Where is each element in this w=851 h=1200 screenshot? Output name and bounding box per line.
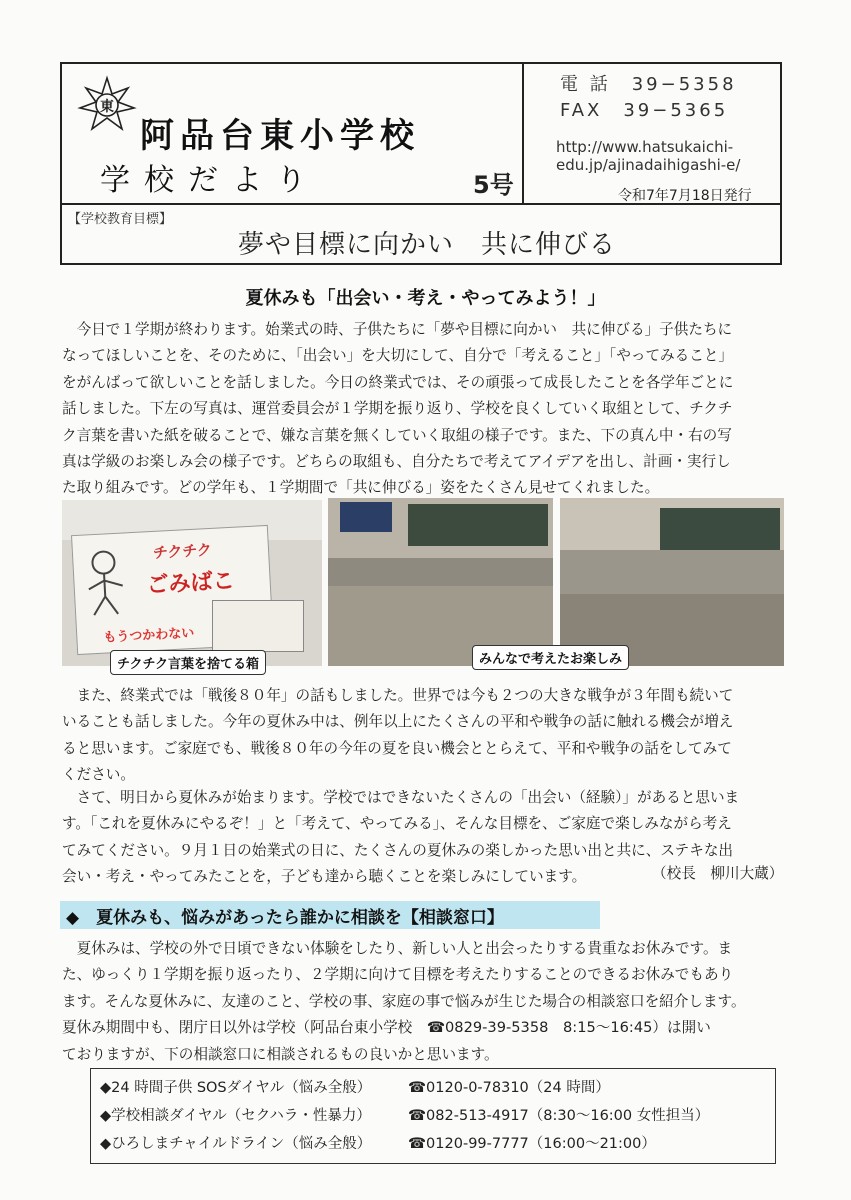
box-label-main: ごみばこ [146,568,236,599]
paragraph-4 [62,936,782,1068]
svg-text:東: 東 [100,99,114,115]
phone-number: 電 話 39−5358 [560,74,737,95]
issue-number: 5号 [473,171,514,199]
text-line: た、ゆっくり１学期を振り返ったり、２学期に向けて目標を考えたりすることのできるお休みでもあり [62,966,734,984]
text-line: をがんばって欲しいことを話しました。今日の終業式では、その頑張って成長したことを各学年ごとに [62,373,734,391]
newsletter-title: 学校だより [100,163,320,198]
box-label-bottom: もうつかわない [103,625,195,646]
text-line: 今日で１学期が終わります。始業式の時、子供たちに「夢や目標に向かい 共に伸びる」子供たちに [62,321,733,338]
hotline-phone[interactable]: ☎082-513-4917（8:30〜16:00 女性担当） [408,1108,710,1124]
hotline-phone[interactable]: ☎0120-0-78310（24 時間） [408,1080,610,1096]
url-line-2[interactable]: edu.jp/ajinadaihigashi-e/ [556,156,741,174]
classroom-monitor [340,502,392,532]
fax-number: FAX 39−5365 [560,100,729,121]
photo-caption-right: みんなで考えたお楽しみ [472,645,629,670]
photo-class-party-1 [328,498,553,666]
text-line: さて、明日から夏休みが始まります。学校ではできないたくさんの「出会い（経験）」があると思いま [62,789,740,806]
section-title: 夏休みも「出会い・考え・やってみよう！」 [245,288,606,309]
text-line: いることも話しました。今年の夏休み中は、例年以上にたくさんの平和や戦争の話に触れる機会が増え [62,713,734,731]
text-line: ると思います。ご家庭でも、戦後８０年の今年の夏を良い機会ととらえて、平和や戦争の話をしてみて [62,739,732,757]
text-line: てみてください。９月１日の始業式の日に、たくさんの夏休みの楽しかった思い出と共に、ステキな出 [62,841,734,859]
text-line: ておりますが、下の相談窓口に相談されるもの良いかと思います。 [62,1045,499,1063]
section-heading: ◆ 夏休みも、悩みがあったら誰かに相談を【相談窓口】 [66,908,504,928]
hotline-name: ◆24 時間子供 SOSダイヤル（悩み全般） [100,1080,372,1096]
blackboard [660,508,780,550]
hotline-name: ◆学校相談ダイヤル（セクハラ・性暴力） [100,1108,371,1124]
photo-caption-left: チクチク言葉を捨てる箱 [110,650,266,675]
school-name: 阿品台東小学校 [140,116,420,156]
text-line: なってほしいことを、そのために、「出会い」を大切にして、自分で「考えること」「やってみること」 [62,347,734,365]
hotline-name: ◆ひろしまチャイルドライン（悩み全般） [100,1136,372,1152]
text-line: ク言葉を書いた紙を破ることで、嫌な言葉を無くしていく取組の様子です。また、下の真ん中・右の写 [62,426,732,444]
text-line: ます。そんな夏休みに、友達のこと、学校の事、家庭の事で悩みが生じた場合の相談窓口を紹介します。 [62,992,746,1010]
text-line: 会い・考え・やってみたことを，子ども達から聴くことを楽しみにしています。 [62,868,587,886]
text-line: 話しました。下左の写真は、運営委員会が１学期を振り返り、学校を良くしていく取組として、チクチ [62,400,733,418]
blackboard [408,504,548,546]
principal-signature: （校長 柳川大蔵） [652,865,784,882]
paper-box [212,600,304,652]
goal-label: 【学校教育目標】 [68,212,173,227]
text-line: 真は学級のお楽しみ会の様子です。どちらの取組も、自分たちで考えてアイデアを出し、計画・実行し [62,453,731,471]
paragraph-2 [62,683,782,789]
paragraph-1 [62,317,782,502]
text-line: 夏休みは、学校の外で日頃できない体験をしたり、新しい人と出会ったりする貴重なお休みです。ま [62,940,733,957]
text-line: また、終業式では「戦後８０年」の話もしました。世界では今も２つの大きな戦争が３年間も続いて [62,687,734,704]
text-line: ください。 [62,766,135,784]
hotline-phone[interactable]: ☎0120-99-7777（16:00〜21:00） [408,1136,656,1152]
school-goal: 夢や目標に向かい 共に伸びる [238,230,617,260]
masthead-divider [522,62,524,204]
photo-class-party-2 [560,498,784,666]
box-label-top: チクチク [152,540,213,562]
school-emblem-icon [76,74,138,136]
stick-figure-icon [79,547,131,619]
text-line: す。「これを夏休みにやるぞ！」と「考えて、やってみる」、そんな目標を、ご家庭で楽しみながら考え [62,815,732,833]
text-line: た取り組みです。どの学年も、１学期間で「共に伸びる」姿をたくさん見せてくれました。 [62,479,660,497]
photo-trash-box [62,500,322,666]
url-line-1[interactable]: http://www.hatsukaichi- [556,138,734,156]
issue-date: 令和7年7月18日発行 [618,188,752,204]
text-line: 夏休み期間中も、閉庁日以外は学校（阿品台東小学校 ☎0829-39-5358 8:15〜16:45）は開い [62,1019,711,1037]
